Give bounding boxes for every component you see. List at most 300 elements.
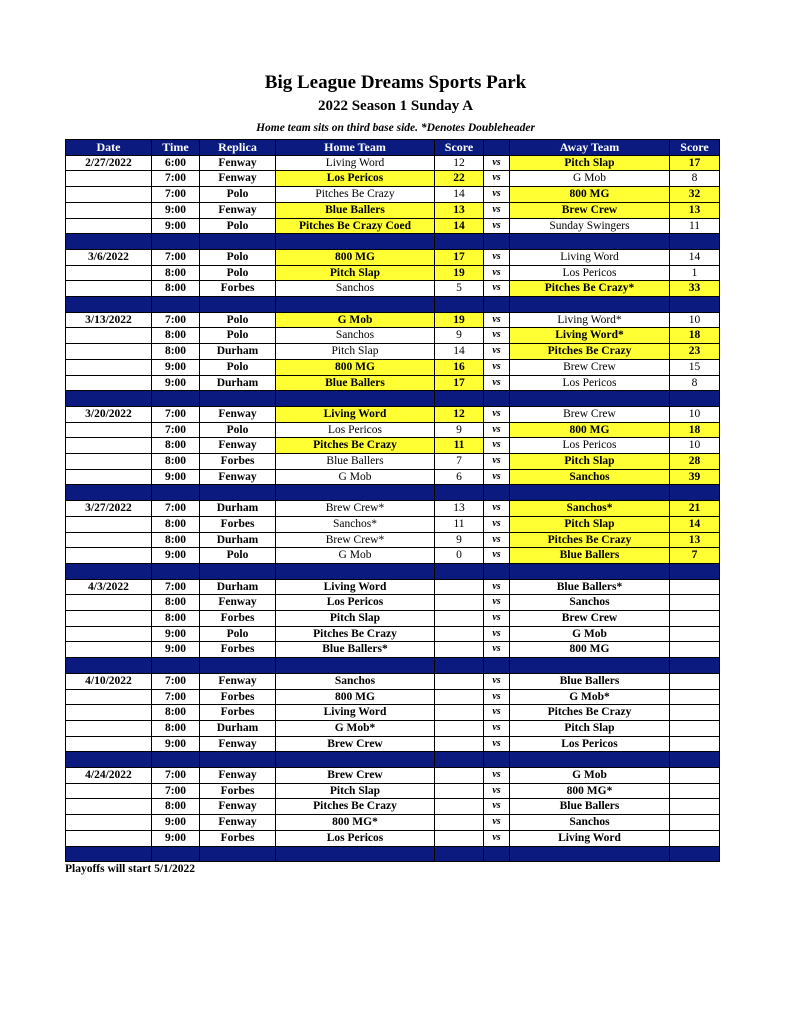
schedule-body — [66, 155, 720, 862]
table-row — [66, 673, 720, 689]
week-separator-row — [66, 846, 720, 862]
separator-cell — [435, 658, 484, 674]
doubleheader-note: Home team sits on third base side. *Denotes Doubleheader — [256, 122, 535, 134]
separator-cell — [200, 485, 276, 501]
time-cell: 8:00 — [152, 595, 200, 611]
replica-cell: Polo — [200, 328, 276, 344]
separator-cell — [276, 563, 435, 579]
time-cell: 7:00 — [152, 249, 200, 265]
home-score-cell: 17 — [435, 375, 484, 391]
time-cell: 9:00 — [152, 815, 200, 831]
home-score-cell — [435, 799, 484, 815]
separator-cell — [276, 658, 435, 674]
away-team-cell: Living Word — [510, 249, 670, 265]
vs-cell: vs — [484, 768, 510, 784]
vs-cell: vs — [484, 611, 510, 627]
home-team-cell: Pitch Slap — [276, 783, 435, 799]
away-score-cell — [670, 783, 720, 799]
separator-cell — [152, 485, 200, 501]
separator-cell — [435, 752, 484, 768]
home-score-cell: 9 — [435, 532, 484, 548]
date-cell-empty — [66, 516, 152, 532]
home-team-cell: Living Word — [276, 155, 435, 171]
vs-cell: vs — [484, 626, 510, 642]
away-team-cell: Sanchos — [510, 595, 670, 611]
away-score-cell: 15 — [670, 359, 720, 375]
time-cell: 7:00 — [152, 768, 200, 784]
time-cell: 8:00 — [152, 438, 200, 454]
date-cell-empty — [66, 328, 152, 344]
separator-cell — [510, 752, 670, 768]
separator-cell — [510, 658, 670, 674]
replica-cell: Forbes — [200, 689, 276, 705]
away-team-cell: Pitches Be Crazy — [510, 344, 670, 360]
home-score-cell — [435, 611, 484, 627]
table-row — [66, 736, 720, 752]
away-team-cell: Living Word* — [510, 328, 670, 344]
away-team-cell: Pitch Slap — [510, 516, 670, 532]
col-header-replica: Replica — [200, 140, 276, 156]
separator-cell — [200, 297, 276, 313]
table-row — [66, 218, 720, 234]
separator-cell — [670, 846, 720, 862]
separator-cell — [435, 485, 484, 501]
home-score-cell — [435, 673, 484, 689]
replica-cell: Fenway — [200, 595, 276, 611]
replica-cell: Polo — [200, 218, 276, 234]
date-cell-empty — [66, 626, 152, 642]
table-row — [66, 344, 720, 360]
time-cell: 8:00 — [152, 611, 200, 627]
separator-cell — [435, 297, 484, 313]
time-cell: 7:00 — [152, 422, 200, 438]
separator-cell — [276, 846, 435, 862]
date-cell-empty — [66, 422, 152, 438]
home-team-cell: Pitches Be Crazy — [276, 438, 435, 454]
away-team-cell: Blue Ballers* — [510, 579, 670, 595]
date-cell-empty — [66, 611, 152, 627]
date-cell-empty — [66, 344, 152, 360]
home-team-cell: 800 MG — [276, 689, 435, 705]
away-score-cell: 21 — [670, 501, 720, 517]
away-score-cell — [670, 642, 720, 658]
away-team-cell: Sanchos — [510, 469, 670, 485]
separator-cell — [670, 234, 720, 250]
separator-cell — [200, 846, 276, 862]
time-cell: 9:00 — [152, 202, 200, 218]
home-team-cell: 800 MG* — [276, 815, 435, 831]
home-score-cell: 17 — [435, 249, 484, 265]
date-cell-empty — [66, 815, 152, 831]
vs-cell: vs — [484, 218, 510, 234]
replica-cell: Polo — [200, 626, 276, 642]
table-row — [66, 720, 720, 736]
home-team-cell: Pitch Slap — [276, 265, 435, 281]
time-cell: 8:00 — [152, 516, 200, 532]
separator-cell — [152, 391, 200, 407]
away-score-cell: 32 — [670, 187, 720, 203]
vs-cell: vs — [484, 642, 510, 658]
vs-cell: vs — [484, 783, 510, 799]
date-cell-empty — [66, 799, 152, 815]
table-row — [66, 312, 720, 328]
page-subtitle: 2022 Season 1 Sunday A — [317, 98, 474, 114]
date-cell: 4/3/2022 — [66, 579, 152, 595]
time-cell: 8:00 — [152, 265, 200, 281]
vs-cell: vs — [484, 705, 510, 721]
week-separator-row — [66, 563, 720, 579]
home-team-cell: Pitch Slap — [276, 344, 435, 360]
time-cell: 9:00 — [152, 359, 200, 375]
week-separator-row — [66, 234, 720, 250]
away-team-cell: Pitches Be Crazy* — [510, 281, 670, 297]
away-score-cell: 23 — [670, 344, 720, 360]
home-score-cell: 5 — [435, 281, 484, 297]
time-cell: 8:00 — [152, 532, 200, 548]
separator-cell — [670, 391, 720, 407]
table-row — [66, 406, 720, 422]
home-score-cell — [435, 579, 484, 595]
vs-cell: vs — [484, 501, 510, 517]
home-score-cell — [435, 720, 484, 736]
home-team-cell: Sanchos — [276, 673, 435, 689]
vs-cell: vs — [484, 736, 510, 752]
home-score-cell — [435, 595, 484, 611]
separator-cell — [152, 234, 200, 250]
home-team-cell: Brew Crew* — [276, 501, 435, 517]
away-team-cell: 800 MG — [510, 187, 670, 203]
home-team-cell: Blue Ballers* — [276, 642, 435, 658]
away-team-cell: Sanchos — [510, 815, 670, 831]
replica-cell: Polo — [200, 359, 276, 375]
separator-cell — [435, 563, 484, 579]
away-score-cell: 10 — [670, 312, 720, 328]
away-team-cell: Blue Ballers — [510, 673, 670, 689]
vs-cell: vs — [484, 344, 510, 360]
away-score-cell — [670, 768, 720, 784]
away-score-cell — [670, 815, 720, 831]
col-header-date: Date — [66, 140, 152, 156]
vs-cell: vs — [484, 281, 510, 297]
away-score-cell — [670, 736, 720, 752]
home-score-cell — [435, 783, 484, 799]
separator-cell — [200, 563, 276, 579]
away-score-cell: 28 — [670, 454, 720, 470]
replica-cell: Forbes — [200, 830, 276, 846]
date-cell-empty — [66, 454, 152, 470]
away-team-cell: Living Word — [510, 830, 670, 846]
separator-cell — [670, 563, 720, 579]
home-score-cell: 13 — [435, 501, 484, 517]
replica-cell: Fenway — [200, 673, 276, 689]
away-score-cell — [670, 720, 720, 736]
col-header-time: Time — [152, 140, 200, 156]
time-cell: 9:00 — [152, 469, 200, 485]
week-separator-row — [66, 485, 720, 501]
replica-cell: Durham — [200, 579, 276, 595]
home-team-cell: Los Pericos — [276, 171, 435, 187]
replica-cell: Forbes — [200, 705, 276, 721]
home-score-cell: 7 — [435, 454, 484, 470]
away-score-cell: 18 — [670, 328, 720, 344]
separator-cell — [670, 752, 720, 768]
time-cell: 8:00 — [152, 720, 200, 736]
home-team-cell: Pitches Be Crazy — [276, 799, 435, 815]
away-score-cell — [670, 626, 720, 642]
away-team-cell: G Mob — [510, 768, 670, 784]
separator-cell — [670, 658, 720, 674]
replica-cell: Polo — [200, 548, 276, 564]
away-team-cell: Living Word* — [510, 312, 670, 328]
separator-cell — [510, 846, 670, 862]
home-team-cell: Los Pericos — [276, 595, 435, 611]
table-row — [66, 642, 720, 658]
replica-cell: Polo — [200, 187, 276, 203]
home-team-cell: Blue Ballers — [276, 202, 435, 218]
replica-cell: Fenway — [200, 815, 276, 831]
away-team-cell: Sunday Swingers — [510, 218, 670, 234]
time-cell: 8:00 — [152, 344, 200, 360]
away-score-cell — [670, 673, 720, 689]
date-cell-empty — [66, 783, 152, 799]
time-cell: 9:00 — [152, 626, 200, 642]
separator-cell — [66, 752, 152, 768]
home-team-cell: Sanchos — [276, 328, 435, 344]
away-score-cell: 17 — [670, 155, 720, 171]
table-row — [66, 202, 720, 218]
away-score-cell — [670, 705, 720, 721]
home-score-cell: 14 — [435, 218, 484, 234]
away-team-cell: Pitches Be Crazy — [510, 532, 670, 548]
date-cell-empty — [66, 218, 152, 234]
home-team-cell: Pitches Be Crazy — [276, 187, 435, 203]
home-team-cell: G Mob* — [276, 720, 435, 736]
time-cell: 8:00 — [152, 281, 200, 297]
time-cell: 8:00 — [152, 799, 200, 815]
away-score-cell: 33 — [670, 281, 720, 297]
table-row — [66, 187, 720, 203]
separator-cell — [276, 485, 435, 501]
home-score-cell — [435, 689, 484, 705]
date-cell-empty — [66, 281, 152, 297]
table-row — [66, 768, 720, 784]
time-cell: 7:00 — [152, 406, 200, 422]
separator-cell — [66, 485, 152, 501]
home-team-cell: Brew Crew — [276, 736, 435, 752]
table-row — [66, 611, 720, 627]
home-team-cell: Living Word — [276, 406, 435, 422]
away-team-cell: Brew Crew — [510, 406, 670, 422]
separator-cell — [484, 391, 510, 407]
table-row — [66, 705, 720, 721]
home-score-cell — [435, 626, 484, 642]
replica-cell: Durham — [200, 532, 276, 548]
col-header-home-team: Home Team — [276, 140, 435, 156]
replica-cell: Polo — [200, 422, 276, 438]
home-score-cell: 14 — [435, 187, 484, 203]
date-cell-empty — [66, 171, 152, 187]
date-cell-empty — [66, 532, 152, 548]
away-score-cell: 1 — [670, 265, 720, 281]
time-cell: 7:00 — [152, 187, 200, 203]
replica-cell: Fenway — [200, 799, 276, 815]
replica-cell: Polo — [200, 312, 276, 328]
vs-cell: vs — [484, 249, 510, 265]
away-team-cell: Brew Crew — [510, 359, 670, 375]
replica-cell: Fenway — [200, 469, 276, 485]
vs-cell: vs — [484, 265, 510, 281]
replica-cell: Forbes — [200, 516, 276, 532]
date-cell-empty — [66, 265, 152, 281]
replica-cell: Fenway — [200, 438, 276, 454]
home-score-cell: 6 — [435, 469, 484, 485]
away-score-cell — [670, 595, 720, 611]
col-header-away-team: Away Team — [510, 140, 670, 156]
separator-cell — [200, 234, 276, 250]
separator-cell — [435, 846, 484, 862]
home-score-cell: 16 — [435, 359, 484, 375]
table-row — [66, 469, 720, 485]
date-cell: 3/13/2022 — [66, 312, 152, 328]
home-score-cell — [435, 736, 484, 752]
away-team-cell: 800 MG* — [510, 783, 670, 799]
vs-cell: vs — [484, 359, 510, 375]
away-team-cell: Blue Ballers — [510, 548, 670, 564]
time-cell: 8:00 — [152, 454, 200, 470]
separator-cell — [152, 297, 200, 313]
header-row — [66, 140, 720, 156]
home-team-cell: G Mob — [276, 548, 435, 564]
away-team-cell: Pitches Be Crazy — [510, 705, 670, 721]
home-score-cell: 22 — [435, 171, 484, 187]
table-row — [66, 249, 720, 265]
replica-cell: Forbes — [200, 454, 276, 470]
away-team-cell: Brew Crew — [510, 611, 670, 627]
vs-cell: vs — [484, 171, 510, 187]
table-row — [66, 265, 720, 281]
date-cell: 4/10/2022 — [66, 673, 152, 689]
separator-cell — [66, 563, 152, 579]
replica-cell: Fenway — [200, 406, 276, 422]
table-row — [66, 626, 720, 642]
home-score-cell: 12 — [435, 406, 484, 422]
home-team-cell: Brew Crew — [276, 768, 435, 784]
home-team-cell: G Mob — [276, 312, 435, 328]
separator-cell — [200, 391, 276, 407]
home-score-cell — [435, 815, 484, 831]
table-row — [66, 438, 720, 454]
home-score-cell — [435, 830, 484, 846]
replica-cell: Forbes — [200, 783, 276, 799]
away-team-cell: 800 MG — [510, 422, 670, 438]
home-score-cell: 9 — [435, 422, 484, 438]
away-team-cell: 800 MG — [510, 642, 670, 658]
vs-cell: vs — [484, 579, 510, 595]
week-separator-row — [66, 752, 720, 768]
separator-cell — [484, 846, 510, 862]
date-cell-empty — [66, 595, 152, 611]
separator-cell — [276, 752, 435, 768]
table-row — [66, 454, 720, 470]
replica-cell: Durham — [200, 344, 276, 360]
home-team-cell: Los Pericos — [276, 422, 435, 438]
replica-cell: Fenway — [200, 768, 276, 784]
replica-cell: Forbes — [200, 642, 276, 658]
away-team-cell: Brew Crew — [510, 202, 670, 218]
home-team-cell: Sanchos — [276, 281, 435, 297]
away-score-cell — [670, 830, 720, 846]
separator-cell — [484, 658, 510, 674]
home-team-cell: Pitches Be Crazy Coed — [276, 218, 435, 234]
separator-cell — [484, 297, 510, 313]
replica-cell: Polo — [200, 265, 276, 281]
replica-cell: Fenway — [200, 736, 276, 752]
week-separator-row — [66, 297, 720, 313]
date-cell-empty — [66, 375, 152, 391]
separator-cell — [152, 658, 200, 674]
away-team-cell: Pitch Slap — [510, 155, 670, 171]
home-score-cell — [435, 705, 484, 721]
table-row — [66, 799, 720, 815]
table-row — [66, 830, 720, 846]
vs-cell: vs — [484, 532, 510, 548]
vs-cell: vs — [484, 406, 510, 422]
home-score-cell: 11 — [435, 438, 484, 454]
time-cell: 7:00 — [152, 673, 200, 689]
away-score-cell: 39 — [670, 469, 720, 485]
separator-cell — [670, 297, 720, 313]
table-row — [66, 155, 720, 171]
replica-cell: Fenway — [200, 171, 276, 187]
date-cell-empty — [66, 548, 152, 564]
time-cell: 9:00 — [152, 375, 200, 391]
table-row — [66, 359, 720, 375]
away-team-cell: Los Pericos — [510, 438, 670, 454]
away-team-cell: Los Pericos — [510, 265, 670, 281]
time-cell: 7:00 — [152, 171, 200, 187]
replica-cell: Polo — [200, 249, 276, 265]
date-cell: 4/24/2022 — [66, 768, 152, 784]
home-team-cell: Brew Crew* — [276, 532, 435, 548]
separator-cell — [670, 485, 720, 501]
time-cell: 8:00 — [152, 328, 200, 344]
separator-cell — [435, 391, 484, 407]
away-team-cell: Los Pericos — [510, 375, 670, 391]
separator-cell — [152, 563, 200, 579]
home-team-cell: 800 MG — [276, 359, 435, 375]
table-row — [66, 281, 720, 297]
away-team-cell: Pitch Slap — [510, 720, 670, 736]
vs-cell: vs — [484, 155, 510, 171]
date-cell-empty — [66, 720, 152, 736]
separator-cell — [66, 658, 152, 674]
home-score-cell: 19 — [435, 265, 484, 281]
away-team-cell: Sanchos* — [510, 501, 670, 517]
home-team-cell: G Mob — [276, 469, 435, 485]
date-cell: 3/20/2022 — [66, 406, 152, 422]
date-cell: 3/6/2022 — [66, 249, 152, 265]
table-row — [66, 595, 720, 611]
separator-cell — [484, 752, 510, 768]
vs-cell: vs — [484, 595, 510, 611]
away-team-cell: Los Pericos — [510, 736, 670, 752]
table-row — [66, 689, 720, 705]
away-score-cell: 14 — [670, 249, 720, 265]
vs-cell: vs — [484, 469, 510, 485]
time-cell: 7:00 — [152, 579, 200, 595]
away-score-cell: 8 — [670, 375, 720, 391]
vs-cell: vs — [484, 454, 510, 470]
